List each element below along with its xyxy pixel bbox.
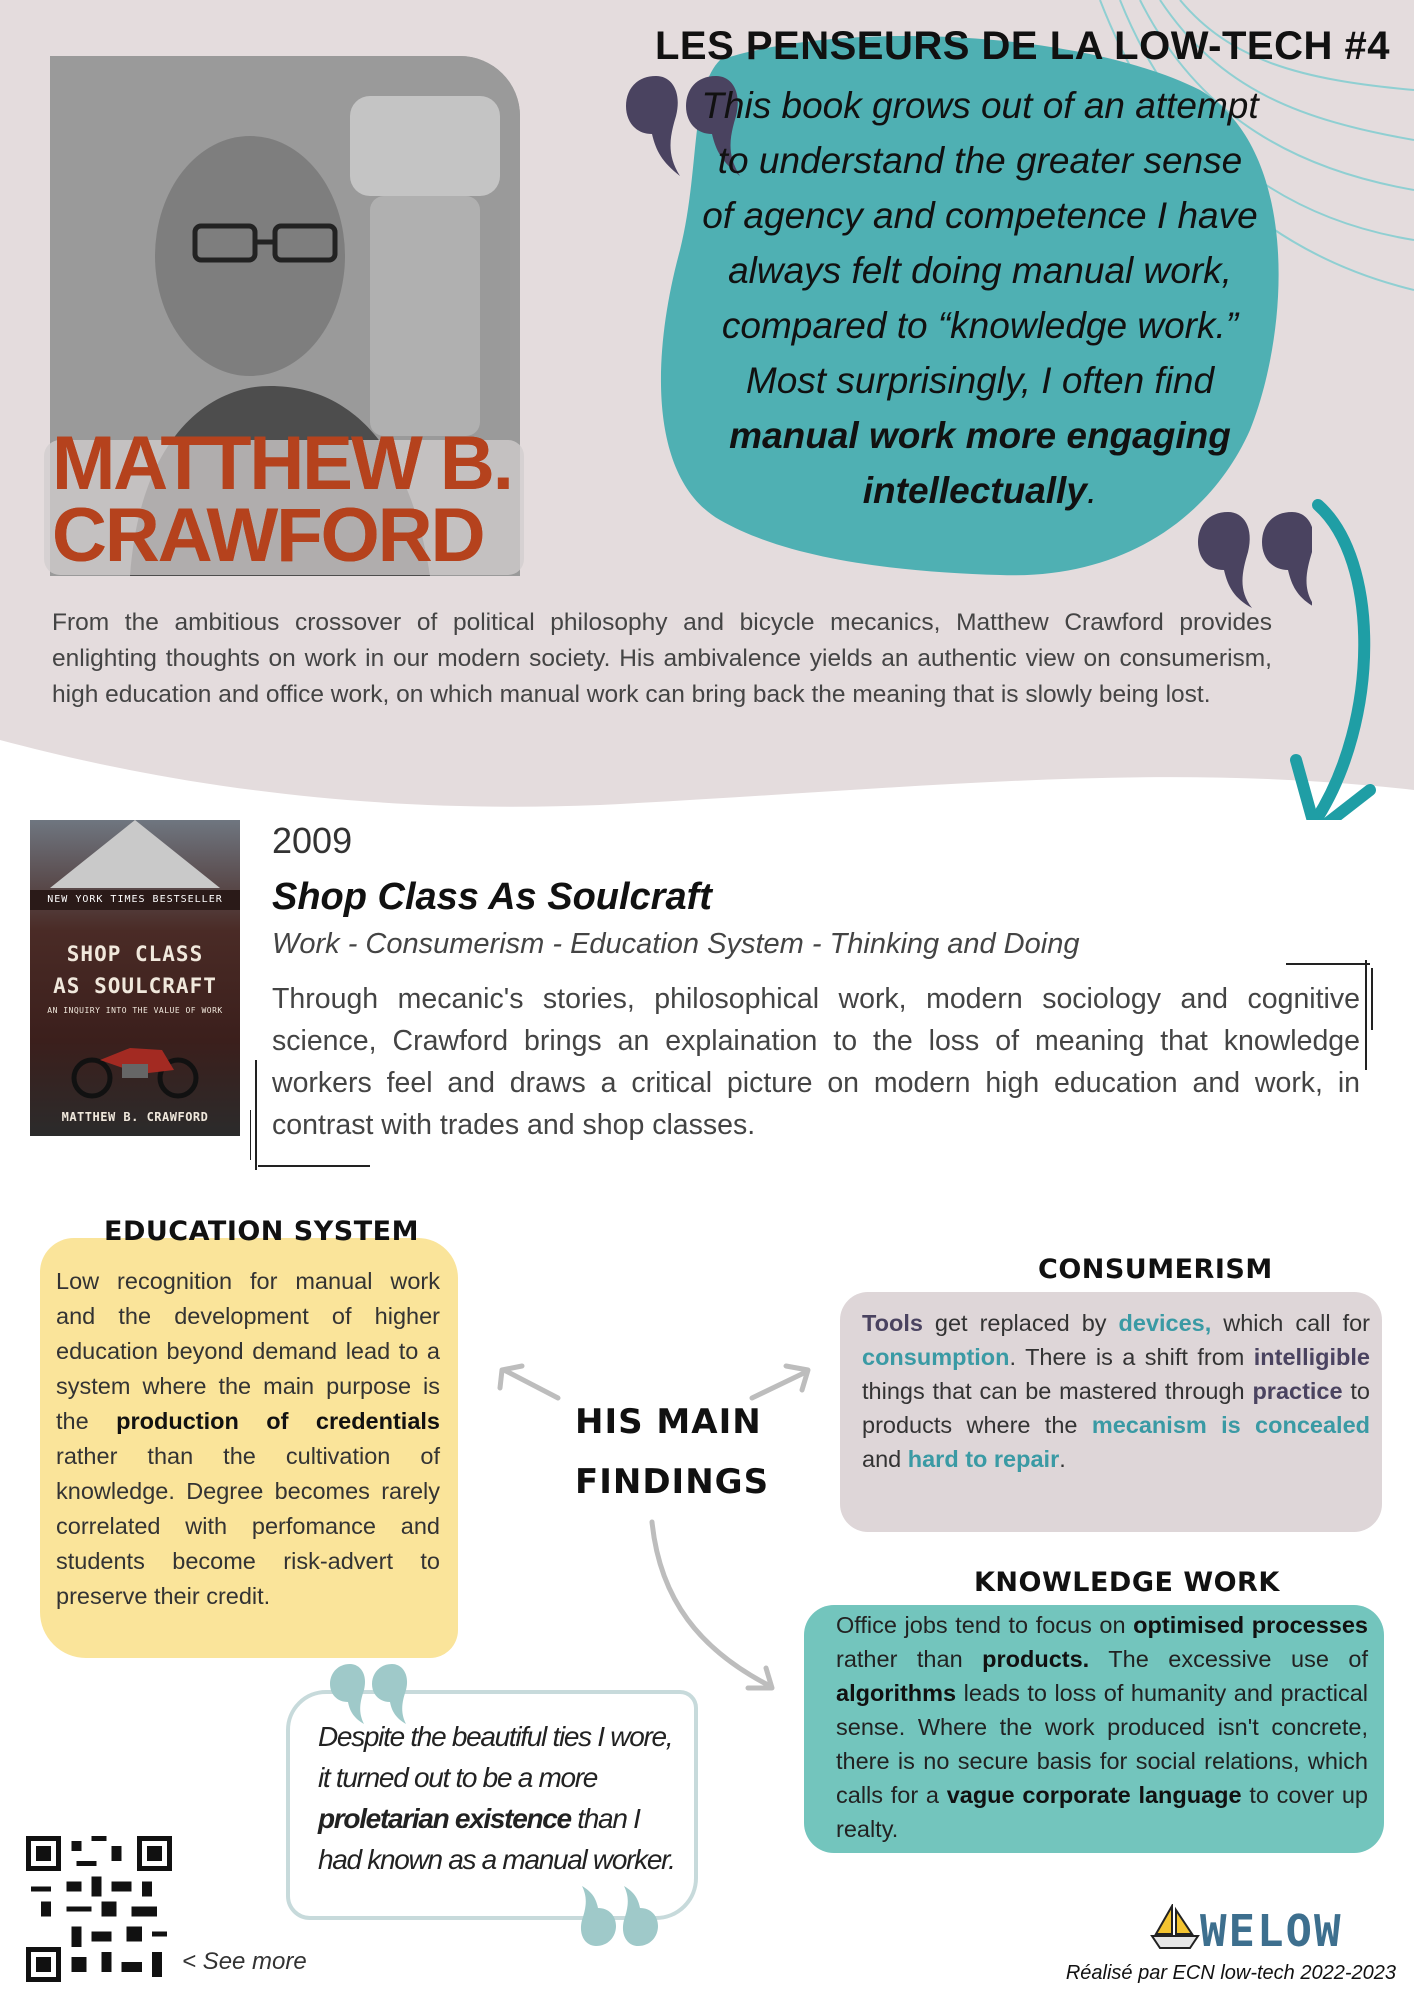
see-more-link[interactable]: < See more: [182, 1948, 307, 1975]
credits: Réalisé par ECN low-tech 2022-2023: [1065, 1962, 1396, 1984]
main-quote-text: This book grows out of an attempt to understand the greater sense of agency and competence I have always felt doing manual work, compared to “knowledge work.” Most surprisingly, I often find: [701, 85, 1259, 401]
boat-logo-icon: [1150, 1904, 1200, 1950]
book-cover: [30, 820, 240, 1136]
book-cover-title: [30, 938, 240, 1002]
welow-logo: WELOW: [1200, 1906, 1343, 1957]
close-quote-icon-small: [574, 1886, 658, 1946]
book-year: 2009: [272, 820, 353, 861]
close-quote-icon: [1192, 512, 1312, 608]
education-system-text: Low recognition for manual work and the development of higher education beyond demand lead to a system where the main purpose is the production of credentials rather than the cultivation of knowledge. Degree becomes rarely correlated with perfomance and students become risk-advert to preserve their credit.: [56, 1268, 440, 1609]
intro-paragraph: From the ambitious crossover of political philosophy and bicycle mecanics, Matthew Crawford provides enlighting thoughts on work in our modern society. His ambivalence yields an authentic view on consumerism, high education and office work, on which manual work can bring back the meaning that is slowly being lost.: [52, 609, 1272, 708]
main-quote-bold: manual work more engaging intellectually: [729, 415, 1231, 511]
findings-title-line1: HIS MAIN: [575, 1402, 762, 1442]
book-title: Shop Class As Soulcraft: [272, 876, 712, 918]
author-name-line2: CRAWFORD: [52, 493, 484, 578]
motorcycle-icon: [70, 1030, 200, 1100]
book-cover-band: NEW YORK TIMES BESTSELLER: [30, 890, 240, 910]
main-quote: [700, 78, 1260, 518]
knowledge-work-text: Office jobs tend to focus on optimised processes rather than products. The excessive use of algorithms leads to loss of humanity and practical sense. Where the work produced isn't concrete, there is no secure basis for social relations, which calls for a vague corporate language to cover up realty.: [836, 1612, 1368, 1842]
consumerism-text: Tools get replaced by devices, which call for consumption. There is a shift from intelligible things that can be mastered through practice to products where the mecanism is concealed and hard to repair.: [862, 1310, 1371, 1472]
book-cover-roof: [50, 820, 220, 888]
secondary-quote-text: Despite the beautiful ties I wore, it turned out to be a more proletarian existence than I had known as a manual worker.: [318, 1721, 675, 1875]
author-name-line1: MATTHEW B.: [52, 421, 512, 506]
open-quote-icon-small: [330, 1664, 414, 1724]
main-quote-end: .: [1086, 470, 1098, 511]
findings-arrows: [490, 1350, 820, 1700]
book-cover-author: MATTHEW B. CRAWFORD: [61, 1110, 209, 1124]
book-cover-title-line2: AS SOULCRAFT: [53, 974, 217, 998]
qr-code[interactable]: [26, 1836, 172, 1982]
knowledge-work-title: KNOWLEDGE WORK: [974, 1567, 1280, 1598]
education-system-title: EDUCATION SYSTEM: [104, 1216, 419, 1247]
description-frame-lines: [250, 960, 1380, 1170]
findings-title-line2: FINDINGS: [575, 1462, 770, 1502]
consumerism-title: CONSUMERISM: [1038, 1254, 1273, 1285]
book-cover-title-line1: SHOP CLASS: [66, 942, 204, 966]
book-keywords: Work - Consumerism - Education System - Thinking and Doing: [272, 928, 1080, 960]
book-description: Through mecanic's stories, philosophical work, modern sociology and cognitive science, Crawford brings an explaination to the loss of meaning that knowledge workers feel and draws a critical picture on modern high education and work, in contrast with trades and shop classes.: [272, 983, 1360, 1141]
author-name: [52, 421, 512, 578]
book-cover-subtitle: AN INQUIRY INTO THE VALUE OF WORK: [47, 1006, 223, 1015]
series-title: LES PENSEURS DE LA LOW-TECH #4: [654, 24, 1390, 68]
